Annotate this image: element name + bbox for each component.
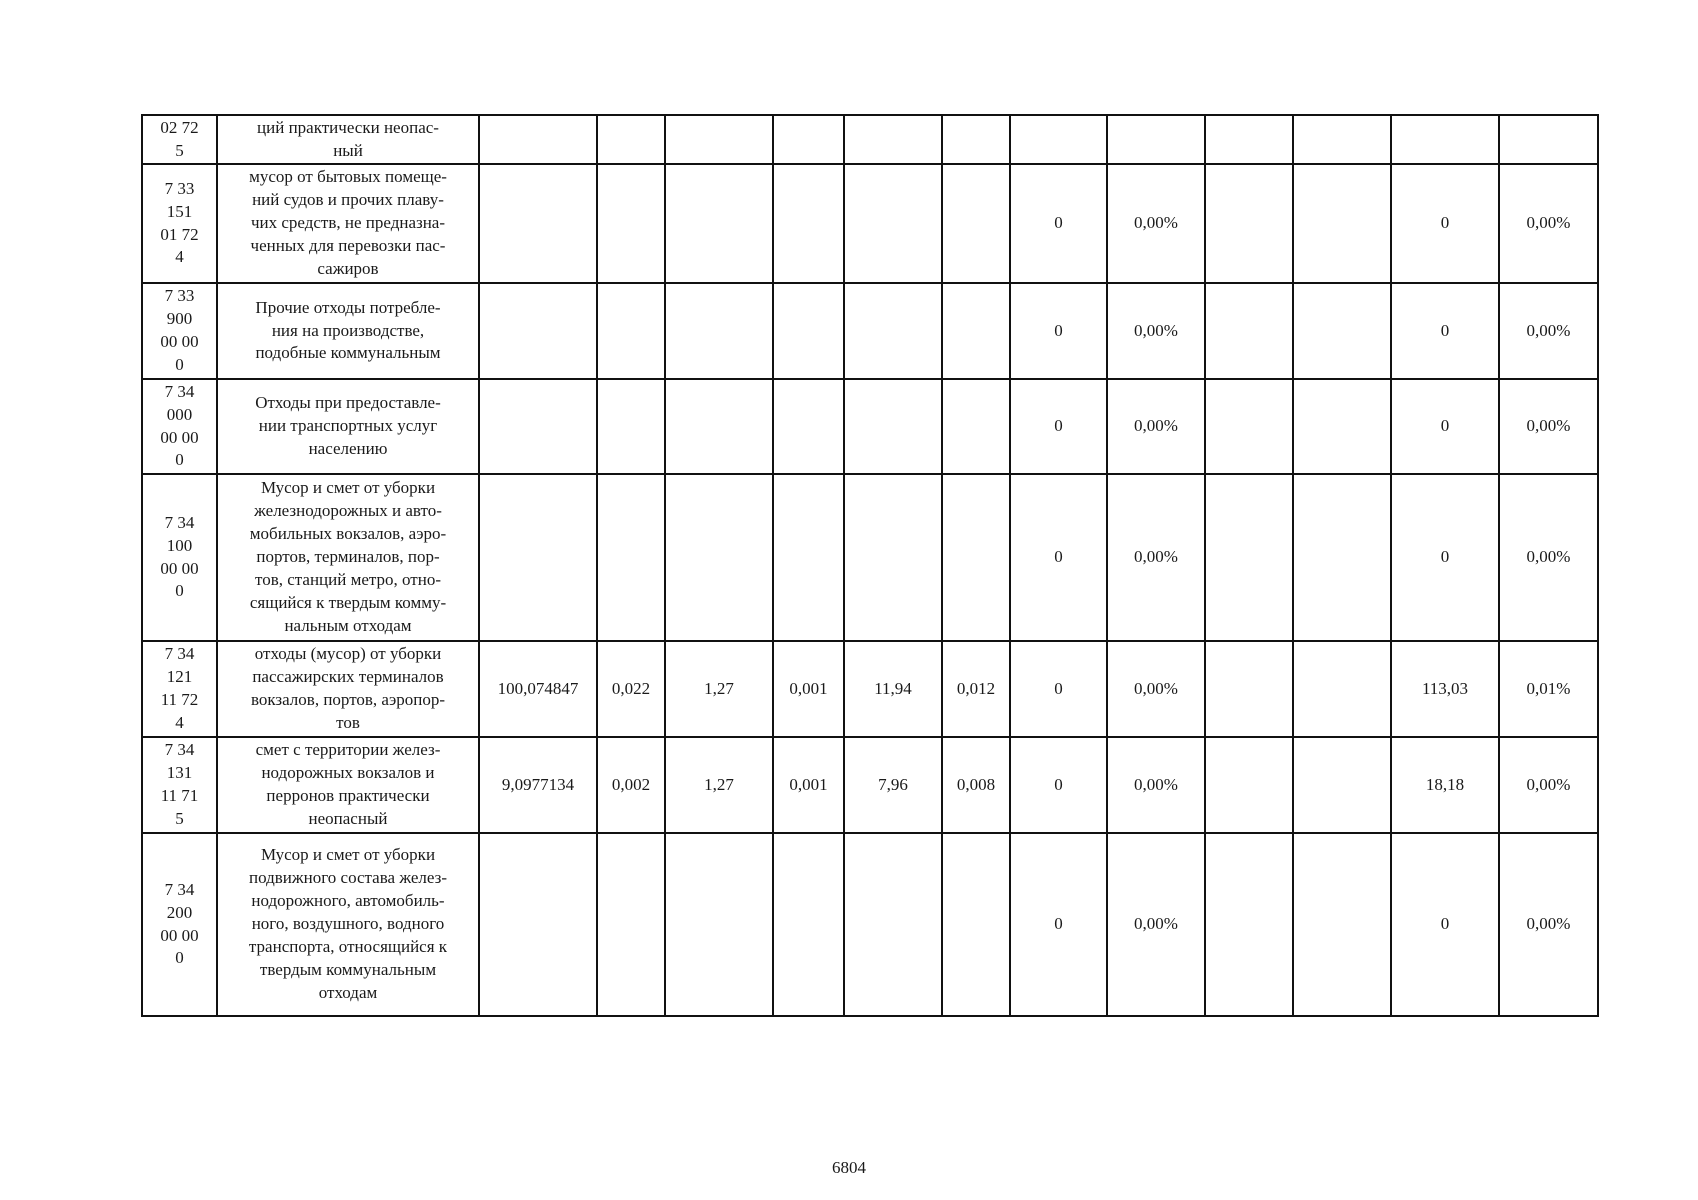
value-cell [1205,164,1293,283]
table-row [142,164,1598,283]
value-cell [665,474,773,641]
value-cell: 0 [1010,833,1107,1016]
waste-name-cell: Прочие отходы потребле- ния на производстве, подобные коммунальным [217,283,479,379]
value-cell [1293,115,1391,164]
value-cell [844,164,942,283]
value-cell [479,379,597,474]
value-cell [665,379,773,474]
waste-code-cell: 7 34 121 11 72 4 [142,641,217,737]
value-cell: 0,00% [1499,283,1598,379]
value-cell [597,115,665,164]
value-cell: 0,00% [1499,379,1598,474]
value-cell [1293,641,1391,737]
value-cell [773,379,844,474]
value-cell: 0,002 [597,737,665,833]
value-cell [1293,379,1391,474]
value-cell [773,474,844,641]
value-cell: 18,18 [1391,737,1499,833]
value-cell [1293,164,1391,283]
value-cell: 0 [1391,833,1499,1016]
table-row [142,115,1598,164]
waste-name-cell: Мусор и смет от уборки железнодорожных и авто- мобильных вокзалов, аэро- портов, терминалов, пор- тов, станций метро, отно- сящийся к твердым комму- нальным отходам [217,474,479,641]
value-cell [1205,283,1293,379]
table-row [142,379,1598,474]
value-cell [479,833,597,1016]
value-cell [665,283,773,379]
value-cell [1293,833,1391,1016]
table-row [142,737,1598,833]
waste-code-cell: 7 34 200 00 00 0 [142,833,217,1016]
value-cell [597,283,665,379]
value-cell [773,164,844,283]
value-cell [479,115,597,164]
value-cell: 1,27 [665,737,773,833]
value-cell [479,283,597,379]
value-cell [1499,115,1598,164]
value-cell [773,115,844,164]
value-cell: 0,00% [1499,737,1598,833]
value-cell: 0,001 [773,641,844,737]
waste-code-cell: 7 34 131 11 71 5 [142,737,217,833]
value-cell: 0,01% [1499,641,1598,737]
waste-name-cell: ций практически неопас- ный [217,115,479,164]
value-cell: 0,00% [1107,474,1205,641]
value-cell: 0,00% [1107,164,1205,283]
value-cell: 0,012 [942,641,1010,737]
value-cell: 0 [1010,164,1107,283]
value-cell: 0 [1010,379,1107,474]
value-cell: 0 [1391,283,1499,379]
value-cell [844,833,942,1016]
value-cell [1205,641,1293,737]
waste-name-cell: мусор от бытовых помеще- ний судов и прочих плаву- чих средств, не предназна- ченных для перевозки пас- сажиров [217,164,479,283]
value-cell: 0 [1010,283,1107,379]
value-cell [597,379,665,474]
value-cell [844,283,942,379]
value-cell [1010,115,1107,164]
value-cell: 7,96 [844,737,942,833]
waste-code-cell: 7 33 900 00 00 0 [142,283,217,379]
table-row [142,641,1598,737]
page-number: 6804 [832,1158,866,1177]
value-cell: 0 [1010,474,1107,641]
value-cell: 0 [1391,474,1499,641]
value-cell: 0,008 [942,737,1010,833]
value-cell [1205,833,1293,1016]
value-cell: 0 [1391,164,1499,283]
waste-table [141,114,1599,1017]
value-cell: 100,074847 [479,641,597,737]
value-cell: 0 [1010,641,1107,737]
value-cell [942,474,1010,641]
waste-code-cell: 7 34 100 00 00 0 [142,474,217,641]
value-cell [597,474,665,641]
waste-name-cell: Отходы при предоставле- нии транспортных услуг населению [217,379,479,474]
value-cell [773,833,844,1016]
value-cell [597,833,665,1016]
value-cell [942,833,1010,1016]
value-cell [1205,115,1293,164]
value-cell [942,379,1010,474]
waste-code-cell: 7 33 151 01 72 4 [142,164,217,283]
value-cell [479,474,597,641]
value-cell: 0 [1391,379,1499,474]
value-cell: 0,00% [1499,833,1598,1016]
table-row [142,474,1598,641]
value-cell: 0,00% [1107,833,1205,1016]
waste-code-cell: 02 72 5 [142,115,217,164]
value-cell: 0,00% [1499,164,1598,283]
value-cell [1293,737,1391,833]
value-cell: 0,001 [773,737,844,833]
value-cell [844,379,942,474]
value-cell: 0,00% [1107,641,1205,737]
value-cell [597,164,665,283]
waste-name-cell: смет с территории желез- нодорожных вокзалов и перронов практически неопасный [217,737,479,833]
value-cell: 0,00% [1107,379,1205,474]
value-cell: 11,94 [844,641,942,737]
value-cell [1293,283,1391,379]
table-row [142,283,1598,379]
value-cell [844,115,942,164]
value-cell: 113,03 [1391,641,1499,737]
value-cell [942,283,1010,379]
value-cell [773,283,844,379]
value-cell [665,164,773,283]
waste-name-cell: отходы (мусор) от уборки пассажирских терминалов вокзалов, портов, аэропор- тов [217,641,479,737]
value-cell: 0,00% [1107,283,1205,379]
value-cell: 1,27 [665,641,773,737]
value-cell [844,474,942,641]
value-cell: 0,00% [1499,474,1598,641]
value-cell [1107,115,1205,164]
table-row [142,833,1598,1016]
value-cell: 9,0977134 [479,737,597,833]
value-cell [479,164,597,283]
waste-name-cell: Мусор и смет от уборки подвижного состава желез- нодорожного, автомобиль- ного, воздушного, водного транспорта, относящийся к твердым коммунальным отходам [217,833,479,1016]
value-cell [1205,737,1293,833]
value-cell [1293,474,1391,641]
value-cell [1205,379,1293,474]
value-cell: 0 [1010,737,1107,833]
waste-code-cell: 7 34 000 00 00 0 [142,379,217,474]
value-cell [665,833,773,1016]
value-cell [1391,115,1499,164]
value-cell: 0,00% [1107,737,1205,833]
value-cell [942,115,1010,164]
value-cell [1205,474,1293,641]
value-cell [942,164,1010,283]
value-cell: 0,022 [597,641,665,737]
value-cell [665,115,773,164]
